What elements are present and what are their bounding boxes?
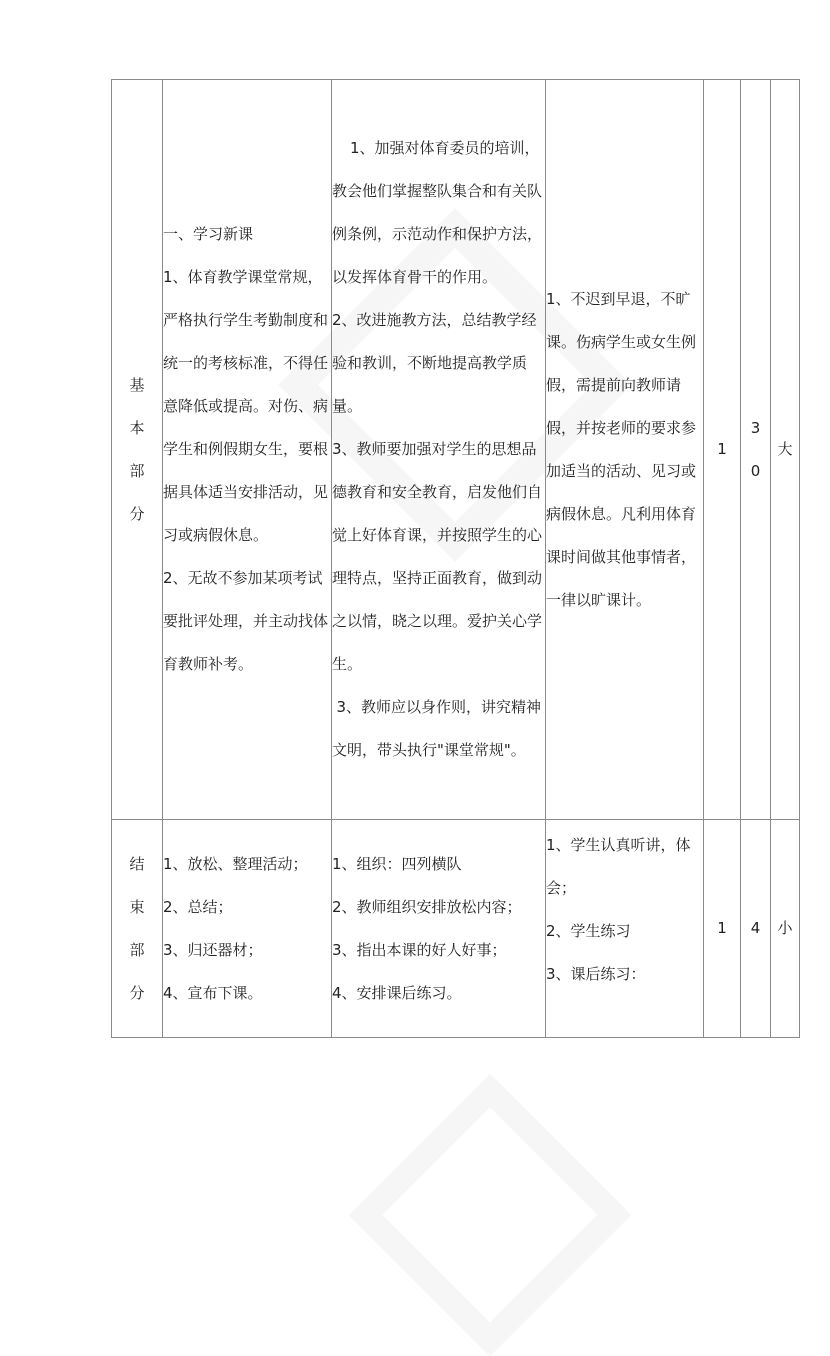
section-label-char: 束: [129, 897, 145, 916]
section-label-char: 部: [129, 461, 145, 480]
teacher-activity-item: 4、安排课后练习。: [332, 983, 462, 1002]
teacher-activity-item: 1、组织：四列横队: [332, 854, 462, 873]
count-cell-end: 1: [704, 820, 741, 1038]
content-item: 1、放松、整理活动；: [163, 854, 308, 873]
watermark-logo: [349, 1074, 632, 1356]
content-item: 4、宣布下课。: [163, 983, 263, 1002]
section-label-char: 本: [129, 418, 145, 437]
content-item: 2、无故不参加某项考试要批评处理，并主动找体育教师补考。: [163, 569, 329, 673]
student-activity-cell-basic: [546, 80, 704, 820]
time-digit: 3: [750, 418, 761, 437]
student-activity-item: 1、不迟到早退，不旷课。伤病学生或女生例假，需提前向教师请假，并按老师的要求参加适当的活动、见习或病假休息。凡利用体育课时间做其他事情者，一律以旷课计。: [546, 289, 697, 609]
content-item: 2、总结；: [163, 897, 233, 916]
teacher-activity-item: 1、加强对体育委员的培训，教会他们掌握整队集合和有关队例条例，示范动作和保护方法，以发挥体育骨干的作用。: [332, 139, 543, 286]
count-cell-basic: 1: [704, 80, 741, 820]
section-label-char: 分: [129, 983, 145, 1002]
table-row-end-section: [112, 820, 800, 1038]
time-cell-basic: [741, 80, 771, 820]
section-label-basic: [112, 80, 163, 820]
teacher-activity-item: 2、教师组织安排放松内容；: [332, 897, 522, 916]
student-activity-cell-end: [546, 820, 704, 1038]
teacher-activity-item: 3、教师要加强对学生的思想品德教育和安全教育，启发他们自觉上好体育课，并按照学生的心理特点，坚持正面教育，做到动之以情，晓之以理。爱护关心学生。: [332, 440, 543, 673]
student-activity-item: 1、学生认真听讲，体会；: [546, 836, 691, 897]
teacher-activity-item: 3、指出本课的好人好事；: [332, 940, 507, 959]
student-activity-item: 2、学生练习: [546, 922, 631, 940]
content-item: 3、归还器材；: [163, 940, 263, 959]
section-label-end: [112, 820, 163, 1038]
time-digit: 4: [750, 919, 761, 937]
lesson-plan-table: [111, 79, 800, 1038]
section-label-char: 分: [129, 504, 145, 523]
intensity-cell-basic: 大: [771, 80, 800, 820]
section-label-char: 基: [129, 375, 145, 394]
teacher-activity-item: 3、教师应以身作则，讲究精神文明，带头执行"课堂常规"。: [332, 698, 542, 759]
time-cell-end: [741, 820, 771, 1038]
section-label-char: 部: [129, 940, 145, 959]
content-cell-end: [163, 820, 332, 1038]
content-cell-basic: [163, 80, 332, 820]
teacher-activity-item: 2、改进施教方法，总结教学经验和教训，不断地提高教学质量。: [332, 311, 537, 415]
table-row-basic-section: [112, 80, 800, 820]
intensity-cell-end: 小: [771, 820, 800, 1038]
section-label-char: 结: [129, 854, 145, 873]
student-activity-item: 3、课后练习：: [546, 965, 646, 983]
content-item: 1、体育教学课堂常规，严格执行学生考勤制度和统一的考核标准，不得任意降低或提高。对伤、病学生和例假期女生，要根据具体适当安排活动，见习或病假休息。: [163, 268, 329, 544]
time-digit: 0: [750, 461, 761, 480]
content-heading: 一、学习新课: [163, 225, 254, 243]
teacher-activity-cell-end: [332, 820, 546, 1038]
teacher-activity-cell-basic: [332, 80, 546, 820]
